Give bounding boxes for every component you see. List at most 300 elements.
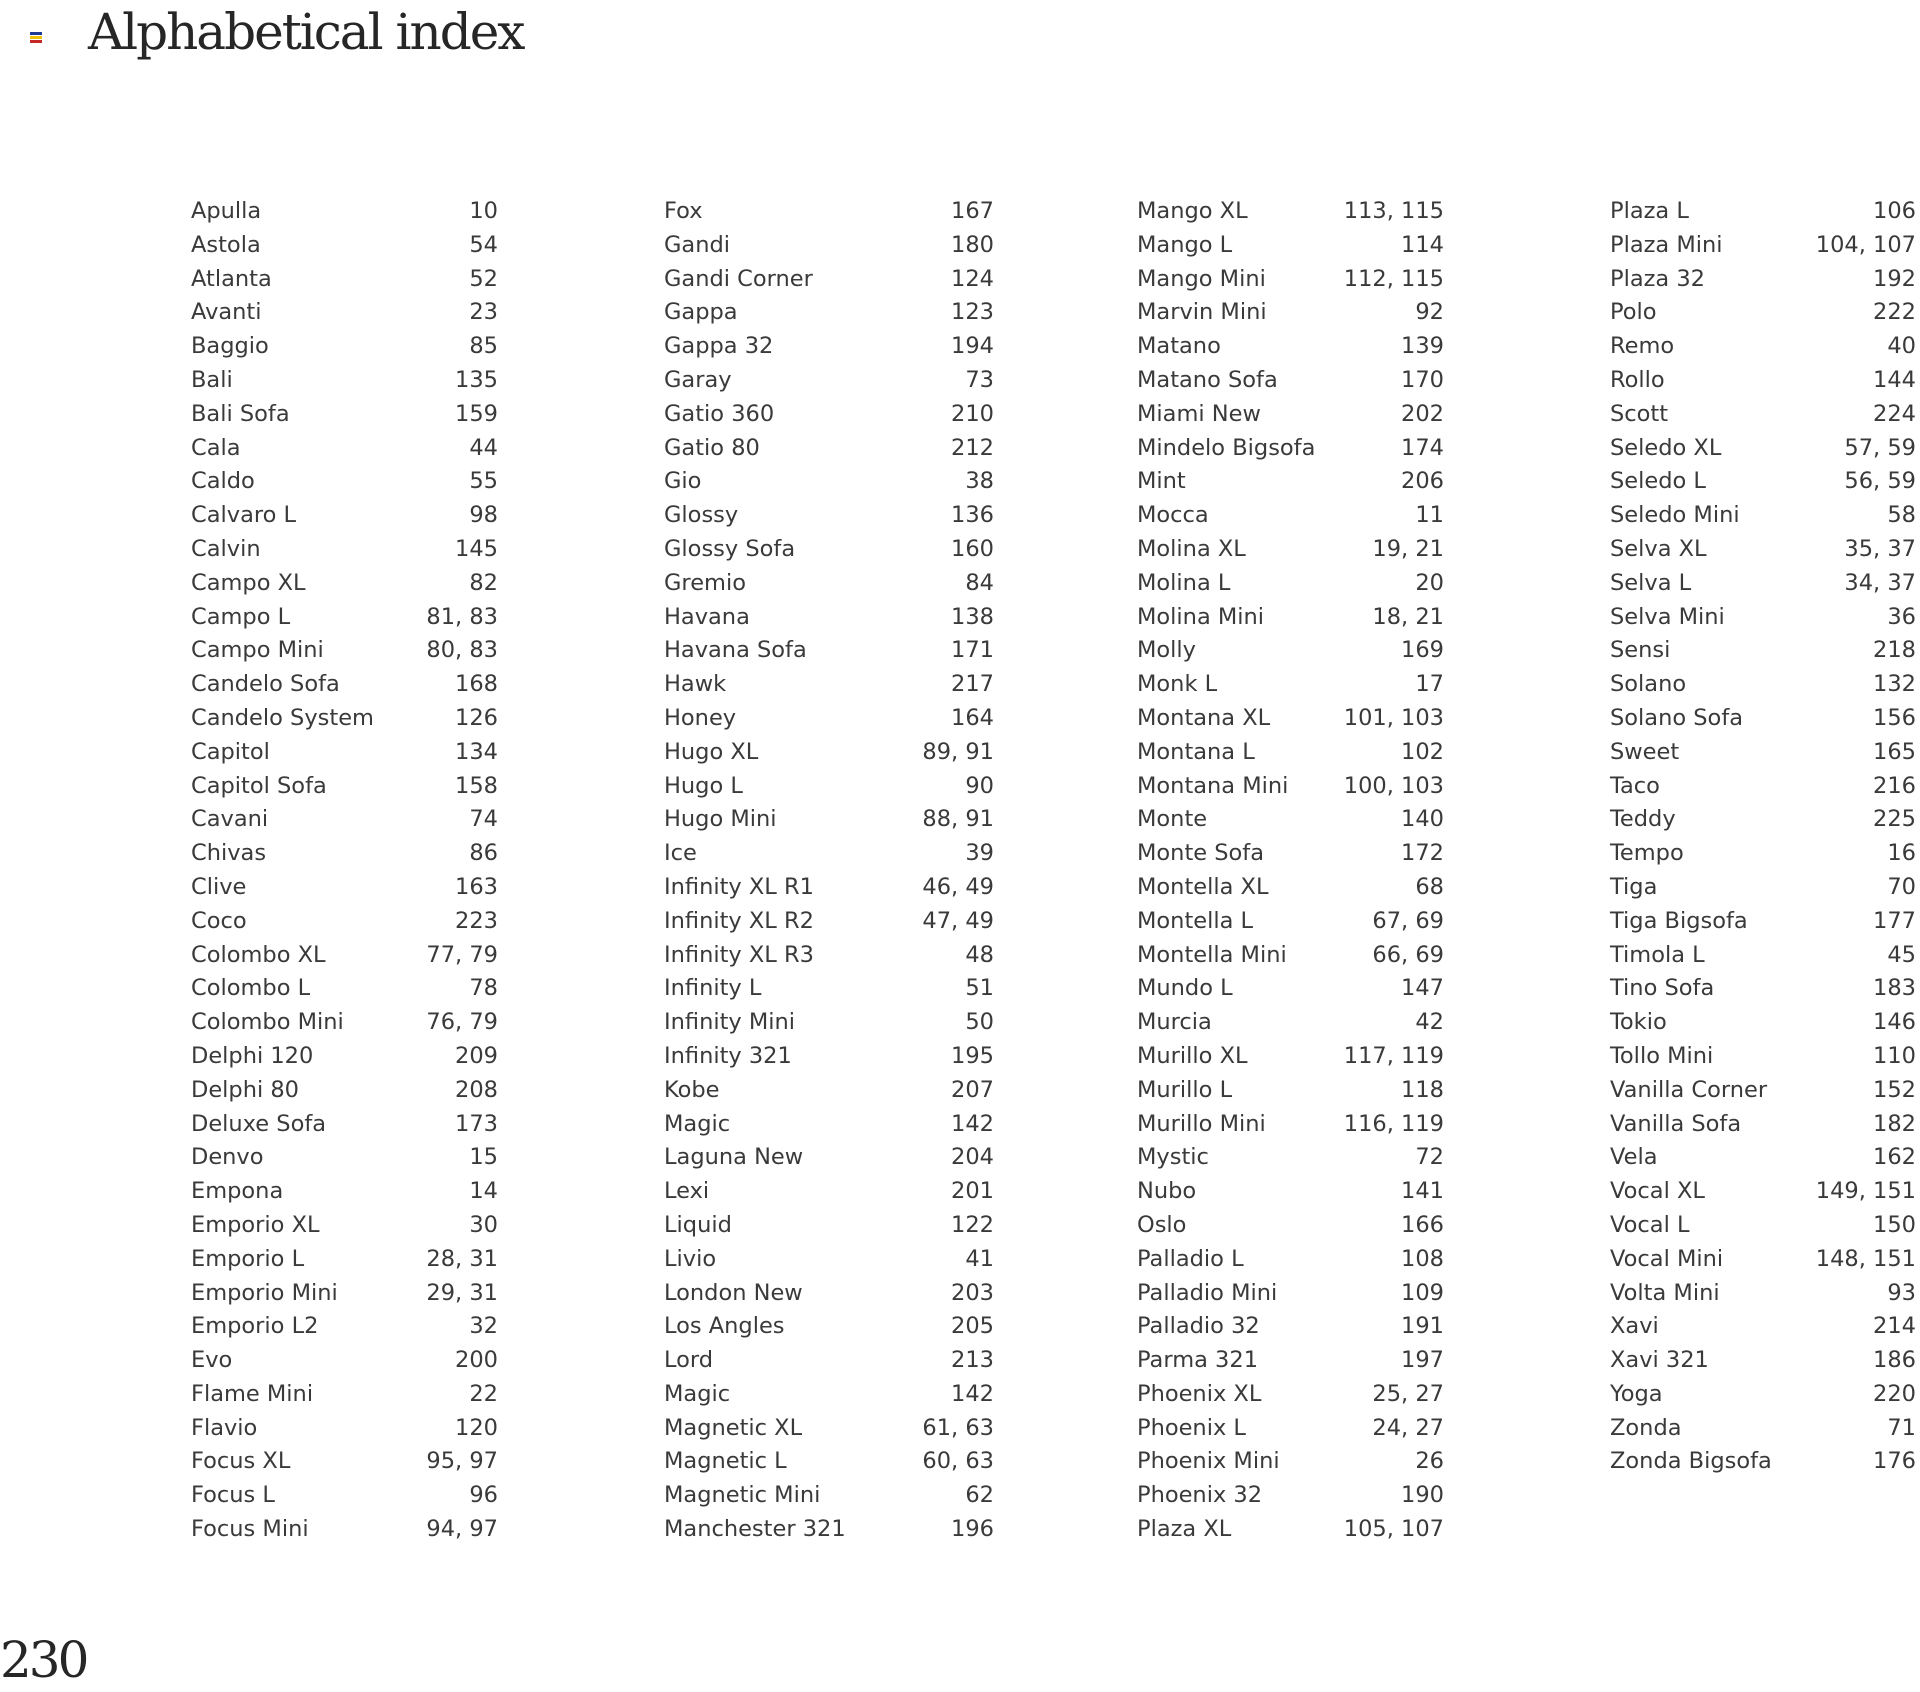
entry-pages: 16: [1887, 840, 1916, 867]
entry-name: Volta Mini: [1610, 1279, 1720, 1306]
entry-pages: 68: [1415, 873, 1444, 900]
index-entry: [1610, 939, 1916, 973]
index-entry: [664, 1378, 994, 1412]
entry-pages: 81, 83: [426, 603, 498, 630]
entry-pages: 93: [1887, 1279, 1916, 1306]
entry-pages: 209: [455, 1042, 498, 1069]
entry-pages: 82: [469, 569, 498, 596]
entry-name: Apulla: [191, 198, 262, 224]
index-entry: [664, 229, 994, 263]
index-entry: [664, 1412, 994, 1446]
entry-name: Emporio L2: [191, 1313, 319, 1340]
index-entry: [1137, 1344, 1444, 1378]
entry-name: Coco: [191, 907, 247, 934]
index-entry: [1610, 668, 1916, 702]
entry-name: Palladio L: [1137, 1245, 1244, 1272]
entry-name: Mystic: [1137, 1144, 1209, 1171]
entry-name: Montella Mini: [1137, 941, 1287, 968]
entry-name: Monk L: [1137, 671, 1218, 698]
entry-pages: 40: [1887, 333, 1916, 360]
entry-name: Hugo L: [664, 772, 743, 799]
entry-pages: 77, 79: [426, 941, 498, 968]
entry-name: Palladio Mini: [1137, 1279, 1278, 1306]
entry-pages: 144: [1873, 366, 1916, 393]
index-entry: [1610, 803, 1916, 837]
entry-pages: 120: [455, 1414, 498, 1441]
index-entry: [1610, 1006, 1916, 1040]
index-entry: [1137, 296, 1444, 330]
entry-name: Teddy: [1610, 806, 1676, 833]
index-entry: [1610, 1108, 1916, 1142]
index-entry: [1610, 770, 1916, 804]
index-entry: [1137, 837, 1444, 871]
entry-name: Murillo Mini: [1137, 1110, 1266, 1137]
entry-pages: 123: [951, 299, 994, 326]
entry-pages: 55: [469, 468, 498, 495]
entry-pages: 74: [469, 806, 498, 833]
entry-name: Vanilla Corner: [1610, 1076, 1768, 1103]
index-entry: [664, 1175, 994, 1209]
index-entry: [191, 499, 498, 533]
index-entry: [191, 330, 498, 364]
entry-name: Campo Mini: [191, 637, 324, 664]
index-entry: [664, 432, 994, 466]
entry-pages: 25, 27: [1372, 1380, 1444, 1407]
index-entry: [1137, 398, 1444, 432]
index-entry: [191, 1277, 498, 1311]
entry-pages: 140: [1401, 806, 1444, 833]
entry-name: Campo XL: [191, 569, 306, 596]
entry-name: Colombo L: [191, 975, 311, 1002]
entry-pages: 36: [1887, 603, 1916, 630]
index-entry: [664, 1445, 994, 1479]
index-entry: [1610, 702, 1916, 736]
entry-name: Tollo Mini: [1610, 1042, 1714, 1069]
entry-name: Sweet: [1610, 738, 1680, 765]
entry-name: Garay: [664, 366, 732, 393]
entry-name: Montana Mini: [1137, 772, 1289, 799]
entry-name: Seledo Mini: [1610, 502, 1740, 529]
index-entry: [1610, 1277, 1916, 1311]
index-entry: [191, 364, 498, 398]
entry-pages: 222: [1873, 299, 1916, 326]
entry-pages: 148, 151: [1815, 1245, 1916, 1272]
index-entry: [1610, 330, 1916, 364]
index-entry: [191, 229, 498, 263]
entry-pages: 88, 91: [922, 806, 994, 833]
entry-name: Capitol Sofa: [191, 772, 327, 799]
index-entry: [1137, 601, 1444, 635]
entry-pages: 17: [1415, 671, 1444, 698]
index-entry: [191, 1074, 498, 1108]
index-entry: [664, 905, 994, 939]
entry-pages: 126: [455, 704, 498, 731]
entry-name: Magnetic Mini: [664, 1482, 821, 1509]
entry-name: Zonda: [1610, 1414, 1682, 1441]
index-entry: [191, 263, 498, 297]
entry-name: Gatio 80: [664, 434, 760, 461]
entry-name: Murillo XL: [1137, 1042, 1248, 1069]
entry-pages: 196: [951, 1516, 994, 1543]
entry-pages: 24, 27: [1372, 1414, 1444, 1441]
index-entry: [1137, 972, 1444, 1006]
entry-pages: 50: [965, 1009, 994, 1036]
index-entry: [664, 567, 994, 601]
index-entry: [664, 871, 994, 905]
entry-pages: 173: [455, 1110, 498, 1137]
entry-name: Infinity 321: [664, 1042, 792, 1069]
entry-pages: 54: [469, 231, 498, 258]
flag-stripe: [30, 40, 42, 43]
index-entry: [1610, 1141, 1916, 1175]
entry-name: Magnetic L: [664, 1448, 787, 1475]
entry-pages: 29, 31: [426, 1279, 498, 1306]
index-entry: [1137, 871, 1444, 905]
entry-name: Selva XL: [1610, 535, 1707, 562]
entry-name: Tiga Bigsofa: [1610, 907, 1748, 934]
entry-name: Xavi 321: [1610, 1347, 1709, 1374]
index-entry: [191, 1445, 498, 1479]
index-entry: [1610, 465, 1916, 499]
entry-pages: 104, 107: [1815, 231, 1916, 258]
entry-pages: 94, 97: [426, 1516, 498, 1543]
index-entry: [664, 1310, 994, 1344]
index-entry: [1137, 668, 1444, 702]
index-entry: [1610, 1310, 1916, 1344]
entry-name: Infinity XL R2: [664, 907, 814, 934]
flag-icon: [30, 32, 42, 43]
entry-pages: 217: [951, 671, 994, 698]
entry-pages: 112, 115: [1343, 265, 1444, 292]
entry-name: Cala: [191, 434, 241, 461]
index-entry: [1137, 364, 1444, 398]
index-column-1: [191, 195, 498, 1547]
entry-pages: 165: [1873, 738, 1916, 765]
entry-pages: 202: [1401, 400, 1444, 427]
entry-name: Molina L: [1137, 569, 1231, 596]
index-entry: [191, 195, 498, 229]
entry-pages: 124: [951, 265, 994, 292]
index-entry: [1610, 736, 1916, 770]
entry-pages: 180: [951, 231, 994, 258]
entry-pages: 52: [469, 265, 498, 292]
index-entry: [1137, 1141, 1444, 1175]
entry-name: Plaza L: [1610, 198, 1689, 224]
index-entry: [191, 634, 498, 668]
entry-name: Mango Mini: [1137, 265, 1266, 292]
entry-pages: 162: [1873, 1144, 1916, 1171]
entry-pages: 76, 79: [426, 1009, 498, 1036]
index-entry: [191, 837, 498, 871]
entry-pages: 62: [965, 1482, 994, 1509]
index-entry: [1137, 736, 1444, 770]
index-entry: [191, 1141, 498, 1175]
entry-name: Parma 321: [1137, 1347, 1259, 1374]
index-entry: [1610, 195, 1916, 229]
entry-name: Candelo Sofa: [191, 671, 340, 698]
index-entry: [191, 668, 498, 702]
index-entry: [1137, 1108, 1444, 1142]
entry-name: Tokio: [1610, 1009, 1667, 1036]
index-entry: [1610, 364, 1916, 398]
entry-name: Emporio L: [191, 1245, 305, 1272]
entry-pages: 15: [469, 1144, 498, 1171]
entry-pages: 182: [1873, 1110, 1916, 1137]
flag-stripe: [30, 32, 42, 35]
index-entry: [1137, 567, 1444, 601]
index-entry: [1610, 634, 1916, 668]
entry-name: Honey: [664, 704, 737, 731]
entry-pages: 100, 103: [1343, 772, 1444, 799]
index-entry: [1610, 1243, 1916, 1277]
index-entry: [1610, 1412, 1916, 1446]
entry-name: Remo: [1610, 333, 1675, 360]
entry-pages: 106: [1873, 198, 1916, 224]
index-entry: [664, 263, 994, 297]
entry-name: Timola L: [1610, 941, 1705, 968]
entry-pages: 105, 107: [1343, 1516, 1444, 1543]
entry-name: Colombo XL: [191, 941, 326, 968]
entry-name: Glossy Sofa: [664, 535, 796, 562]
entry-name: Plaza Mini: [1610, 231, 1723, 258]
index-entry: [1610, 1074, 1916, 1108]
entry-pages: 22: [469, 1380, 498, 1407]
entry-pages: 145: [455, 535, 498, 562]
entry-name: Havana: [664, 603, 750, 630]
entry-pages: 200: [455, 1347, 498, 1374]
entry-pages: 216: [1873, 772, 1916, 799]
entry-name: Plaza 32: [1610, 265, 1705, 292]
entry-name: Seledo XL: [1610, 434, 1722, 461]
entry-name: Hugo XL: [664, 738, 759, 765]
index-entry: [1137, 770, 1444, 804]
entry-name: Marvin Mini: [1137, 299, 1267, 326]
index-entry: [1610, 837, 1916, 871]
entry-name: Clive: [191, 873, 247, 900]
entry-pages: 208: [455, 1076, 498, 1103]
index-entry: [1610, 1344, 1916, 1378]
index-entry: [1610, 1378, 1916, 1412]
entry-name: Gappa: [664, 299, 738, 326]
index-entry: [664, 601, 994, 635]
entry-name: Denvo: [191, 1144, 264, 1171]
index-entry: [1137, 1209, 1444, 1243]
entry-pages: 195: [951, 1042, 994, 1069]
index-entry: [664, 398, 994, 432]
page-title: Alphabetical index: [88, 3, 524, 61]
entry-name: London New: [664, 1279, 803, 1306]
entry-pages: 61, 63: [922, 1414, 994, 1441]
entry-pages: 191: [1401, 1313, 1444, 1340]
entry-name: Flavio: [191, 1414, 258, 1441]
entry-name: Magic: [664, 1380, 731, 1407]
index-entry: [664, 465, 994, 499]
entry-pages: 207: [951, 1076, 994, 1103]
index-entry: [1137, 1513, 1444, 1547]
entry-name: Infinity L: [664, 975, 762, 1002]
entry-pages: 108: [1401, 1245, 1444, 1272]
entry-name: Mocca: [1137, 502, 1209, 529]
entry-pages: 89, 91: [922, 738, 994, 765]
index-entry: [191, 736, 498, 770]
entry-pages: 142: [951, 1110, 994, 1137]
entry-name: Caldo: [191, 468, 255, 495]
index-column-2: [664, 195, 994, 1547]
entry-name: Miami New: [1137, 400, 1261, 427]
index-entry: [1610, 499, 1916, 533]
index-entry: [664, 1209, 994, 1243]
entry-name: Gatio 360: [664, 400, 775, 427]
entry-pages: 177: [1873, 907, 1916, 934]
entry-name: Montella XL: [1137, 873, 1269, 900]
entry-pages: 223: [455, 907, 498, 934]
index-entry: [1610, 229, 1916, 263]
entry-pages: 28, 31: [426, 1245, 498, 1272]
index-entry: [191, 1412, 498, 1446]
entry-name: Murillo L: [1137, 1076, 1233, 1103]
entry-pages: 44: [469, 434, 498, 461]
index-entry: [1137, 263, 1444, 297]
index-entry: [1610, 1445, 1916, 1479]
index-entry: [191, 972, 498, 1006]
entry-name: Nubo: [1137, 1178, 1197, 1205]
entry-pages: 51: [965, 975, 994, 1002]
entry-name: Phoenix 32: [1137, 1482, 1263, 1509]
entry-name: Magic: [664, 1110, 731, 1137]
entry-pages: 86: [469, 840, 498, 867]
index-entry: [664, 1479, 994, 1513]
entry-pages: 136: [951, 502, 994, 529]
index-entry: [664, 1141, 994, 1175]
index-entry: [664, 837, 994, 871]
index-entry: [664, 702, 994, 736]
entry-pages: 18, 21: [1372, 603, 1444, 630]
entry-pages: 150: [1873, 1211, 1916, 1238]
entry-pages: 169: [1401, 637, 1444, 664]
entry-name: Laguna New: [664, 1144, 804, 1171]
entry-pages: 205: [951, 1313, 994, 1340]
entry-pages: 71: [1887, 1414, 1916, 1441]
index-entry: [191, 871, 498, 905]
index-entry: [1137, 634, 1444, 668]
index-entry: [191, 296, 498, 330]
entry-name: Molina Mini: [1137, 603, 1265, 630]
entry-name: Molly: [1137, 637, 1196, 664]
entry-pages: 20: [1415, 569, 1444, 596]
index-entry: [664, 1513, 994, 1547]
entry-pages: 116, 119: [1343, 1110, 1444, 1137]
entry-name: Monte: [1137, 806, 1208, 833]
entry-pages: 73: [965, 366, 994, 393]
entry-pages: 101, 103: [1343, 704, 1444, 731]
index-entry: [1137, 330, 1444, 364]
entry-pages: 48: [965, 941, 994, 968]
index-entry: [191, 1378, 498, 1412]
entry-name: Molina XL: [1137, 535, 1246, 562]
entry-pages: 156: [1873, 704, 1916, 731]
entry-name: Monte Sofa: [1137, 840, 1265, 867]
index-entry: [191, 1209, 498, 1243]
entry-name: Livio: [664, 1245, 717, 1272]
entry-pages: 183: [1873, 975, 1916, 1002]
entry-name: Mundo L: [1137, 975, 1233, 1002]
entry-pages: 98: [469, 502, 498, 529]
entry-name: Chivas: [191, 840, 267, 867]
index-entry: [1137, 1175, 1444, 1209]
entry-name: Tempo: [1610, 840, 1684, 867]
entry-pages: 168: [455, 671, 498, 698]
index-entry: [1610, 871, 1916, 905]
entry-pages: 72: [1415, 1144, 1444, 1171]
entry-name: Murcia: [1137, 1009, 1212, 1036]
entry-name: Lexi: [664, 1178, 710, 1205]
index-entry: [191, 533, 498, 567]
index-entry: [191, 1479, 498, 1513]
index-entry: [191, 1006, 498, 1040]
entry-name: Vanilla Sofa: [1610, 1110, 1742, 1137]
entry-pages: 67, 69: [1372, 907, 1444, 934]
entry-name: Focus Mini: [191, 1516, 309, 1543]
index-entry: [1137, 1310, 1444, 1344]
entry-pages: 204: [951, 1144, 994, 1171]
entry-name: Polo: [1610, 299, 1657, 326]
index-entry: [1137, 1243, 1444, 1277]
index-entry: [1137, 905, 1444, 939]
entry-name: Calvaro L: [191, 502, 297, 529]
entry-pages: 203: [951, 1279, 994, 1306]
entry-name: Atlanta: [191, 265, 272, 292]
entry-name: Plaza XL: [1137, 1516, 1232, 1543]
entry-name: Calvin: [191, 535, 261, 562]
index-column-4: [1610, 195, 1916, 1479]
index-entry: [191, 702, 498, 736]
entry-pages: 139: [1401, 333, 1444, 360]
entry-pages: 45: [1887, 941, 1916, 968]
entry-name: Avanti: [191, 299, 262, 326]
entry-name: Gandi: [664, 231, 731, 258]
entry-pages: 194: [951, 333, 994, 360]
entry-name: Hugo Mini: [664, 806, 777, 833]
entry-pages: 134: [455, 738, 498, 765]
index-entry: [1610, 432, 1916, 466]
index-entry: [191, 601, 498, 635]
entry-pages: 224: [1873, 400, 1916, 427]
index-entry: [191, 465, 498, 499]
entry-name: Phoenix L: [1137, 1414, 1246, 1441]
entry-name: Oslo: [1137, 1211, 1187, 1238]
entry-name: Lord: [664, 1347, 714, 1374]
entry-name: Emporio Mini: [191, 1279, 338, 1306]
index-entry: [1610, 1040, 1916, 1074]
index-entry: [664, 1006, 994, 1040]
index-entry: [664, 803, 994, 837]
entry-name: Kobe: [664, 1076, 720, 1103]
index-entry: [664, 330, 994, 364]
entry-name: Baggio: [191, 333, 269, 360]
entry-name: Ice: [664, 840, 697, 867]
index-entry: [1137, 432, 1444, 466]
entry-name: Gio: [664, 468, 702, 495]
entry-name: Bali: [191, 366, 233, 393]
entry-pages: 122: [951, 1211, 994, 1238]
index-entry: [664, 1344, 994, 1378]
index-entry: [191, 398, 498, 432]
entry-name: Matano: [1137, 333, 1221, 360]
index-entry: [664, 195, 994, 229]
entry-name: Selva Mini: [1610, 603, 1725, 630]
index-entry: [1137, 499, 1444, 533]
entry-name: Liquid: [664, 1211, 732, 1238]
